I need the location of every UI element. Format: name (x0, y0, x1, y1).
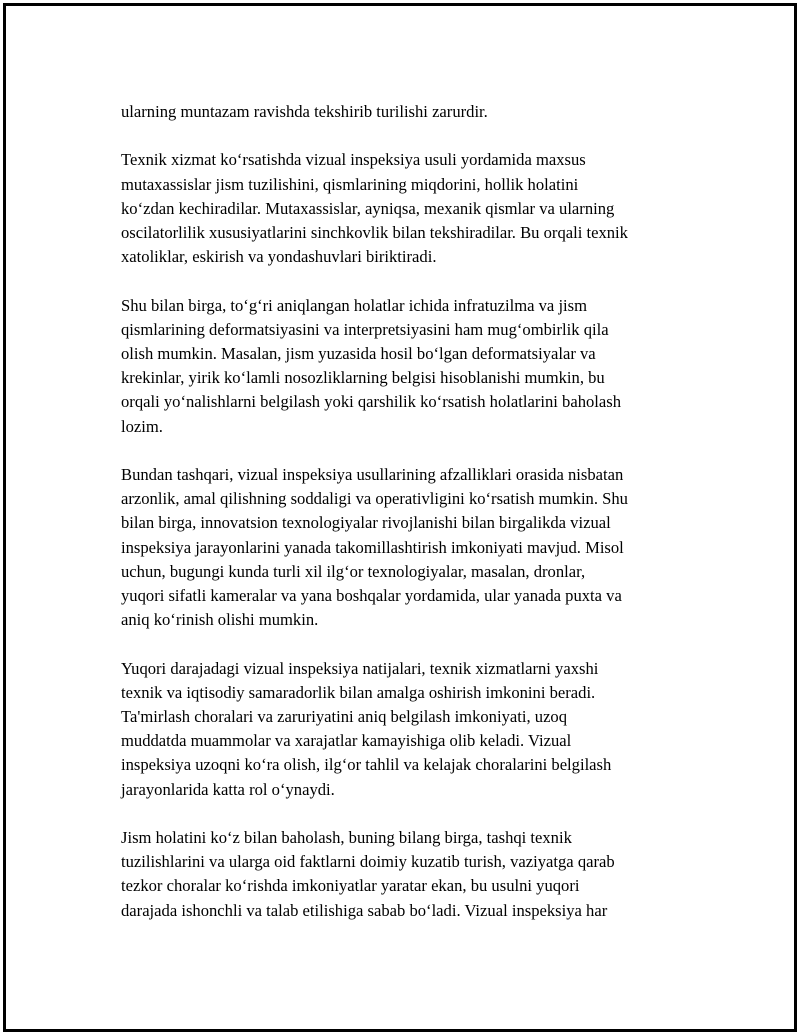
text-line: arzonlik, amal qilishning soddaligi va operativligini ko‘rsatish mumkin. Shu (121, 489, 628, 509)
text-line: Ta'mirlash choralari va zaruriyatini aniq belgilash imkoniyati, uzoq (121, 707, 568, 727)
text-line: oscilatorlilik xususiyatlarini sinchkovlik bilan tekshiradilar. Bu orqali texnik (121, 223, 628, 242)
text-line: inspeksiya jarayonlarini yanada takomillashtirish imkoniyati mavjud. Misol (121, 537, 624, 557)
paragraph (121, 826, 693, 923)
paragraph (121, 463, 693, 632)
text-line: bilan birga, innovatsion texnologiyalar rivojlanishi bilan birgalikda vizual (121, 513, 611, 533)
text-line: orqali yo‘nalishlarni belgilash yoki qarshilik ko‘rsatish holatlarini baholash (121, 392, 622, 412)
text-line: Bundan tashqari, vizual inspeksiya usullarining afzalliklari orasida nisbatan (121, 465, 624, 484)
text-line: xatoliklar, eskirish va yondashuvlari biriktiradi. (121, 247, 437, 267)
text-line: lozim. (121, 416, 163, 436)
text-line: Jism holatini ko‘z bilan baholash, buning bilang birga, tashqi texnik (121, 828, 572, 848)
text-line: olish mumkin. Masalan, jism yuzasida hosil bo‘lgan deformatsiyalar va (121, 344, 596, 363)
text-line: Yuqori darajadagi vizual inspeksiya natijalari, texnik xizmatlarni yaxshi (121, 658, 599, 678)
paragraph (121, 657, 693, 802)
text-line: uchun, bugungi kunda turli xil ilg‘or texnologiyalar, masalan, dronlar, (121, 561, 586, 581)
paragraph (121, 148, 693, 269)
paragraph (121, 100, 693, 124)
text-line: mutaxassislar jism tuzilishini, qismlarining miqdorini, hollik holatini (121, 174, 579, 194)
text-line: qismlarining deformatsiyasini va interpretsiyasini ham mug‘ombirlik qila (121, 319, 609, 339)
text-line: texnik va iqtisodiy samaradorlik bilan amalga oshirish imkonini beradi. (121, 682, 596, 702)
text-line: Texnik xizmat ko‘rsatishda vizual inspeksiya usuli yordamida maxsus (121, 150, 586, 170)
text-line: tezkor choralar ko‘rishda imkoniyatlar yaratar ekan, bu usulni yuqori (121, 876, 580, 896)
text-line: jarayonlarida katta rol o‘ynaydi. (121, 779, 335, 799)
text-line: Shu bilan birga, to‘g‘ri aniqlangan holatlar ichida infratuzilma va jism (121, 295, 588, 315)
text-line: muddatda muammolar va xarajatlar kamayishiga olib keladi. Vizual (121, 731, 572, 751)
page-frame (3, 3, 797, 1032)
document-body (121, 100, 693, 947)
text-line: darajada ishonchli va talab etilishiga sabab bo‘ladi. Vizual inspeksiya har (121, 900, 608, 920)
text-line: inspeksiya uzoqni ko‘ra olish, ilg‘or tahlil va kelajak choralarini belgilash (121, 755, 612, 775)
paragraph (121, 294, 693, 439)
text-line: ko‘zdan kechiradilar. Mutaxassislar, ayniqsa, mexanik qismlar va ularning (121, 198, 615, 218)
text-line: krekinlar, yirik ko‘lamli nosozliklarning belgisi hisoblanishi mumkin, bu (121, 368, 605, 388)
text-line: ularning muntazam ravishda tekshirib turilishi zarurdir. (121, 102, 488, 121)
text-line: yuqori sifatli kameralar va yana boshqalar yordamida, ular yanada puxta va (121, 586, 622, 606)
text-line: aniq ko‘rinish olishi mumkin. (121, 610, 319, 630)
text-line: tuzilishlarini va ularga oid faktlarni doimiy kuzatib turish, vaziyatga qarab (121, 852, 615, 872)
